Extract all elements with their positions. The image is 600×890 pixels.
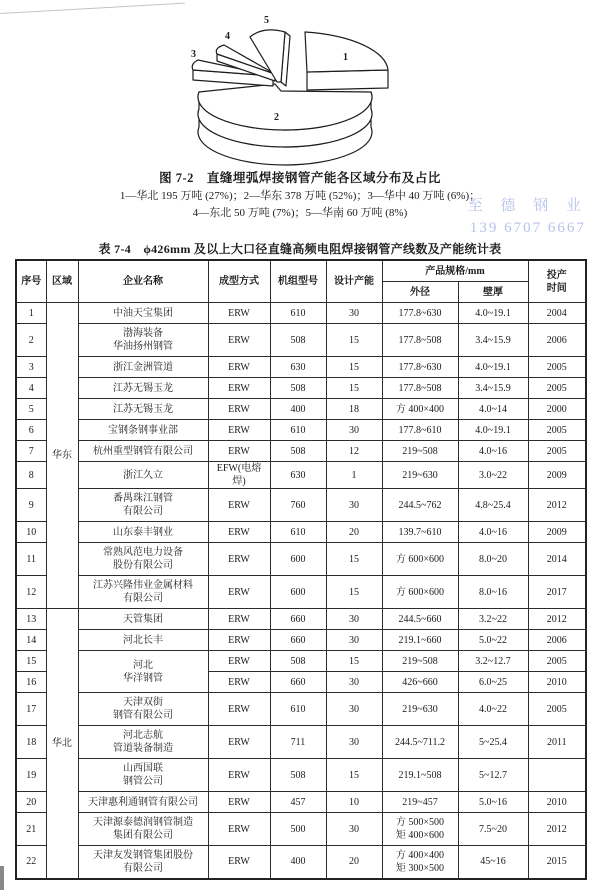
header-od: 外径 [382, 282, 458, 303]
table-row [16, 303, 586, 324]
cell-model: 508 [270, 441, 326, 462]
cell-od: 177.8~508 [382, 378, 458, 399]
cell-company: 河北长丰 [78, 630, 208, 651]
cell-forming: ERW [208, 846, 270, 879]
table-row [16, 759, 586, 792]
cell-wall: 5.0~16 [458, 792, 528, 813]
table-row [16, 522, 586, 543]
cell-year: 2012 [528, 609, 586, 630]
cell-model: 508 [270, 759, 326, 792]
cell-capacity: 30 [326, 303, 382, 324]
cell-forming: ERW [208, 378, 270, 399]
cell-company: 浙江久立 [78, 462, 208, 489]
cell-wall: 7.5~20 [458, 813, 528, 846]
cell-wall: 4.0~19.1 [458, 303, 528, 324]
table-row [16, 813, 586, 846]
cell-forming: ERW [208, 303, 270, 324]
cell-no: 7 [16, 441, 46, 462]
cell-year: 2010 [528, 792, 586, 813]
watermark [468, 196, 588, 240]
cell-company: 江苏兴隆伟业金属材料 有限公司 [78, 576, 208, 609]
cell-no: 10 [16, 522, 46, 543]
cell-model: 660 [270, 630, 326, 651]
header-capacity: 设计产能 [326, 260, 382, 303]
table-row [16, 792, 586, 813]
table-body [16, 303, 586, 879]
cell-forming: ERW [208, 609, 270, 630]
pie-chart-figure [140, 12, 480, 168]
cell-od: 219~508 [382, 441, 458, 462]
pie-label-2: 2 [274, 112, 279, 123]
cell-wall: 4.8~25.4 [458, 489, 528, 522]
cell-od: 177.8~630 [382, 357, 458, 378]
cell-no: 14 [16, 630, 46, 651]
cell-year: 2005 [528, 693, 586, 726]
table-row [16, 543, 586, 576]
header-forming: 成型方式 [208, 260, 270, 303]
cell-wall: 5.0~22 [458, 630, 528, 651]
header-year [528, 260, 586, 303]
cell-capacity: 30 [326, 630, 382, 651]
cell-year: 2017 [528, 576, 586, 609]
cell-forming: ERW [208, 357, 270, 378]
cell-forming: ERW [208, 324, 270, 357]
cell-capacity: 30 [326, 609, 382, 630]
cell-no: 12 [16, 576, 46, 609]
cell-no: 1 [16, 303, 46, 324]
cell-model: 508 [270, 378, 326, 399]
cell-year: 2011 [528, 726, 586, 759]
watermark-phone: 139 6707 6667 [469, 219, 586, 236]
cell-no: 15 [16, 651, 46, 672]
cell-wall: 3.2~22 [458, 609, 528, 630]
table-row [16, 357, 586, 378]
pie-label-1: 1 [343, 52, 348, 63]
cell-capacity: 12 [326, 441, 382, 462]
cell-wall: 4.0~22 [458, 693, 528, 726]
cell-od: 方 400×400 矩 300×500 [382, 846, 458, 879]
header-no: 序号 [16, 260, 46, 303]
pie-slice-1-wall [307, 70, 388, 90]
table-row [16, 726, 586, 759]
cell-od: 177.8~508 [382, 324, 458, 357]
cell-company: 河北志航 管道装备制造 [78, 726, 208, 759]
cell-od: 139.7~610 [382, 522, 458, 543]
cell-od: 方 600×600 [382, 543, 458, 576]
cell-year: 2005 [528, 441, 586, 462]
cell-model: 600 [270, 576, 326, 609]
cell-wall: 3.0~22 [458, 462, 528, 489]
cell-capacity: 30 [326, 489, 382, 522]
cell-no: 4 [16, 378, 46, 399]
figure-legend-line2: 4—东北 50 万吨 (7%)；5—华南 60 万吨 (8%) [192, 207, 408, 219]
cell-capacity: 30 [326, 693, 382, 726]
cell-wall: 45~16 [458, 846, 528, 879]
cell-od: 219~630 [382, 462, 458, 489]
cell-region: 华北 [46, 609, 78, 879]
cell-forming: EFW(电熔焊) [208, 462, 270, 489]
cell-wall: 3.4~15.9 [458, 324, 528, 357]
cell-no: 11 [16, 543, 46, 576]
pie-label-3: 3 [191, 49, 196, 60]
cell-capacity: 20 [326, 846, 382, 879]
pie-label-5: 5 [264, 15, 269, 26]
cell-no: 3 [16, 357, 46, 378]
table-row [16, 399, 586, 420]
cell-model: 600 [270, 543, 326, 576]
cell-wall: 3.4~15.9 [458, 378, 528, 399]
cell-company: 中油天宝集团 [78, 303, 208, 324]
table-row [16, 441, 586, 462]
cell-capacity: 1 [326, 462, 382, 489]
cell-forming: ERW [208, 792, 270, 813]
cell-no: 20 [16, 792, 46, 813]
cell-capacity: 18 [326, 399, 382, 420]
cell-company: 天津双街 钢管有限公司 [78, 693, 208, 726]
cell-od: 方 500×500 矩 400×600 [382, 813, 458, 846]
header-company: 企业名称 [78, 260, 208, 303]
table-row [16, 420, 586, 441]
cell-forming: ERW [208, 543, 270, 576]
cell-forming: ERW [208, 522, 270, 543]
cell-model: 760 [270, 489, 326, 522]
cell-capacity: 30 [326, 672, 382, 693]
cell-forming: ERW [208, 813, 270, 846]
table-row [16, 630, 586, 651]
cell-no: 13 [16, 609, 46, 630]
cell-wall: 8.0~20 [458, 543, 528, 576]
cell-model: 711 [270, 726, 326, 759]
table-row [16, 378, 586, 399]
header-year-line2: 时间 [546, 282, 567, 294]
cell-capacity: 10 [326, 792, 382, 813]
cell-year: 2006 [528, 630, 586, 651]
cell-od: 219~630 [382, 693, 458, 726]
cell-year: 2015 [528, 846, 586, 879]
cell-model: 610 [270, 693, 326, 726]
cell-company: 江苏无锡玉龙 [78, 399, 208, 420]
cell-wall: 4.0~19.1 [458, 357, 528, 378]
cell-forming: ERW [208, 726, 270, 759]
cell-od: 219~457 [382, 792, 458, 813]
cell-forming: ERW [208, 630, 270, 651]
cell-capacity: 15 [326, 651, 382, 672]
cell-capacity: 30 [326, 726, 382, 759]
cell-model: 457 [270, 792, 326, 813]
cell-model: 400 [270, 399, 326, 420]
cell-capacity: 30 [326, 813, 382, 846]
cell-forming: ERW [208, 489, 270, 522]
cell-capacity: 15 [326, 357, 382, 378]
cell-year: 2005 [528, 378, 586, 399]
cell-company: 江苏无锡玉龙 [78, 378, 208, 399]
cell-company: 渤海装备 华油扬州钢管 [78, 324, 208, 357]
cell-year: 2009 [528, 462, 586, 489]
cell-no: 8 [16, 462, 46, 489]
cell-year: 2004 [528, 303, 586, 324]
cell-capacity: 15 [326, 543, 382, 576]
cell-model: 508 [270, 324, 326, 357]
watermark-name: 至 德 钢 业 [467, 198, 588, 214]
cell-year: 2012 [528, 489, 586, 522]
cell-forming: ERW [208, 420, 270, 441]
cell-no: 19 [16, 759, 46, 792]
table-row [16, 693, 586, 726]
cell-forming: ERW [208, 399, 270, 420]
cell-no: 22 [16, 846, 46, 879]
cell-forming: ERW [208, 759, 270, 792]
cell-company: 天管集团 [78, 609, 208, 630]
cell-capacity: 15 [326, 576, 382, 609]
cell-year: 2000 [528, 399, 586, 420]
cell-capacity: 15 [326, 324, 382, 357]
cell-forming: ERW [208, 441, 270, 462]
cell-capacity: 30 [326, 420, 382, 441]
cell-capacity: 15 [326, 378, 382, 399]
cell-no: 6 [16, 420, 46, 441]
cell-od: 219.1~660 [382, 630, 458, 651]
cell-year: 2009 [528, 522, 586, 543]
header-wall: 壁厚 [458, 282, 528, 303]
cell-model: 610 [270, 420, 326, 441]
table-title: 表 7-4 ϕ426mm 及以上大口径直缝高频电阻焊接钢管产线数及产能统计表 [98, 242, 502, 256]
header-model: 机组型号 [270, 260, 326, 303]
cell-od: 426~660 [382, 672, 458, 693]
header-region: 区域 [46, 260, 78, 303]
cell-company: 杭州重型钢管有限公司 [78, 441, 208, 462]
cell-company: 番禺珠江钢管 有限公司 [78, 489, 208, 522]
table-row [16, 324, 586, 357]
cell-no: 17 [16, 693, 46, 726]
cell-capacity: 20 [326, 522, 382, 543]
cell-company: 山西国联 钢管公司 [78, 759, 208, 792]
cell-model: 660 [270, 609, 326, 630]
table-row [16, 576, 586, 609]
cell-region: 华东 [46, 303, 78, 609]
cell-no: 9 [16, 489, 46, 522]
cell-forming: ERW [208, 651, 270, 672]
cell-capacity: 15 [326, 759, 382, 792]
figure-caption: 图 7-2 直缝埋弧焊接钢管产能各区域分布及占比 [159, 171, 441, 185]
cell-wall: 4.0~19.1 [458, 420, 528, 441]
cell-no: 21 [16, 813, 46, 846]
cell-year: 2005 [528, 651, 586, 672]
cell-year: 2014 [528, 543, 586, 576]
cell-no: 5 [16, 399, 46, 420]
cell-model: 630 [270, 357, 326, 378]
cell-od: 方 600×600 [382, 576, 458, 609]
cell-company: 天津惠利通钢管有限公司 [78, 792, 208, 813]
cell-wall: 4.0~16 [458, 522, 528, 543]
cell-company: 浙江金洲管道 [78, 357, 208, 378]
cell-od: 177.8~610 [382, 420, 458, 441]
header-year-line1: 投产 [546, 269, 567, 281]
cell-year: 2005 [528, 357, 586, 378]
cell-model: 610 [270, 303, 326, 324]
cell-year [528, 759, 586, 792]
cell-model: 660 [270, 672, 326, 693]
pie-label-4: 4 [225, 31, 230, 42]
cell-forming: ERW [208, 576, 270, 609]
table-row [16, 651, 586, 672]
cell-company: 天津友发钢管集团股份 有限公司 [78, 846, 208, 879]
cell-od: 244.5~711.2 [382, 726, 458, 759]
cell-no: 2 [16, 324, 46, 357]
cell-od: 方 400×400 [382, 399, 458, 420]
pie-chart-svg [140, 12, 480, 168]
cell-company: 常熟风范电力设备 股份有限公司 [78, 543, 208, 576]
cell-forming: ERW [208, 672, 270, 693]
cell-wall: 4.0~16 [458, 441, 528, 462]
cell-year: 2010 [528, 672, 586, 693]
cell-model: 500 [270, 813, 326, 846]
table-row [16, 462, 586, 489]
cell-od: 244.5~660 [382, 609, 458, 630]
cell-wall: 5~12.7 [458, 759, 528, 792]
cell-year: 2006 [528, 324, 586, 357]
cell-wall: 3.2~12.7 [458, 651, 528, 672]
cell-od: 177.8~630 [382, 303, 458, 324]
cell-company: 山东泰丰钢业 [78, 522, 208, 543]
cell-model: 630 [270, 462, 326, 489]
cell-no: 16 [16, 672, 46, 693]
cell-year: 2005 [528, 420, 586, 441]
cell-wall: 8.0~16 [458, 576, 528, 609]
header-spec-group: 产品规格/mm [382, 260, 528, 282]
cell-no: 18 [16, 726, 46, 759]
scan-artifact-edge [0, 866, 4, 890]
cell-model: 610 [270, 522, 326, 543]
cell-year: 2012 [528, 813, 586, 846]
cell-forming: ERW [208, 693, 270, 726]
cell-od: 219~508 [382, 651, 458, 672]
table-row [16, 846, 586, 879]
table-row [16, 609, 586, 630]
table-row [16, 489, 586, 522]
figure-legend-line1: 1—华北 195 万吨 (27%)；2—华东 378 万吨 (52%)；3—华中 40 万吨 (6%)； [119, 190, 481, 202]
cell-company: 天津源泰德润钢管制造 集团有限公司 [78, 813, 208, 846]
cell-company: 宝钢条钢事业部 [78, 420, 208, 441]
cell-company: 河北 华洋钢管 [78, 651, 208, 693]
cell-wall: 6.0~25 [458, 672, 528, 693]
cell-wall: 5~25.4 [458, 726, 528, 759]
cell-model: 508 [270, 651, 326, 672]
capacity-statistics-table [15, 259, 587, 880]
cell-od: 244.5~762 [382, 489, 458, 522]
cell-model: 400 [270, 846, 326, 879]
cell-wall: 4.0~14 [458, 399, 528, 420]
cell-od: 219.1~508 [382, 759, 458, 792]
